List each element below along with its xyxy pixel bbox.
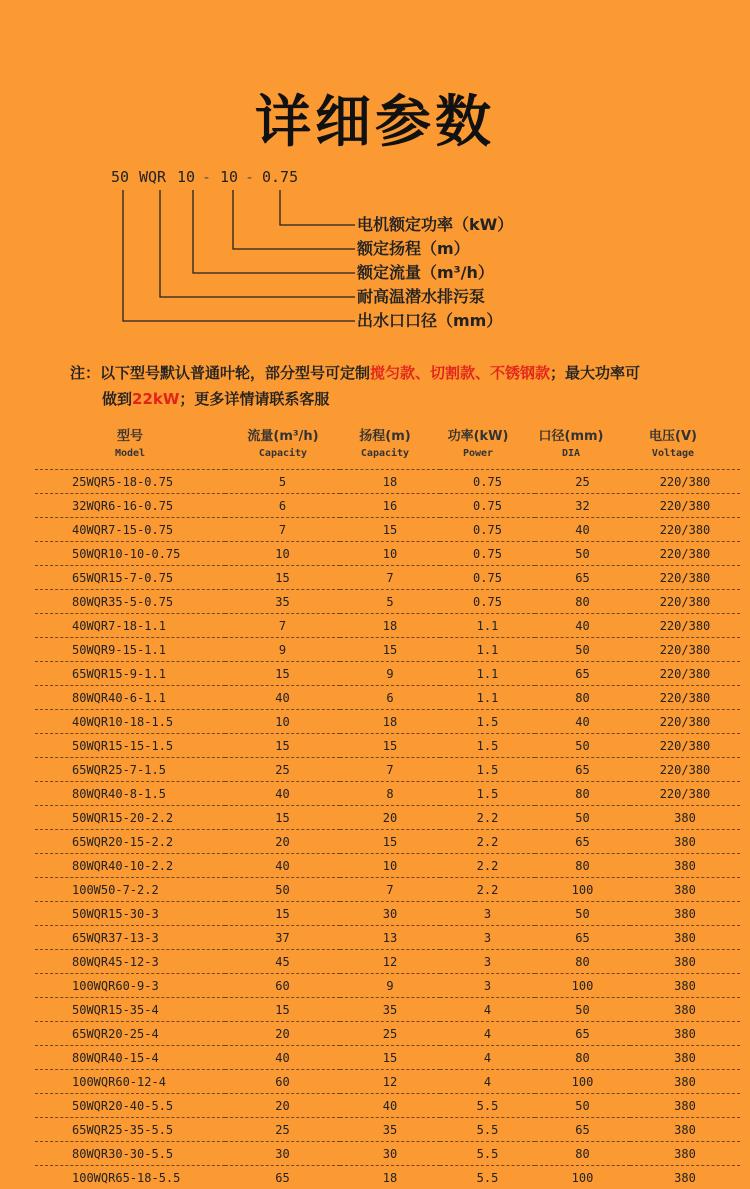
cell-flow: 20	[225, 830, 340, 854]
table-row	[35, 638, 740, 662]
cell-head: 35	[340, 1118, 440, 1142]
cell-voltage: 220/380	[630, 590, 740, 614]
cell-flow: 50	[225, 878, 340, 902]
table-row	[35, 566, 740, 590]
cell-power: 2.2	[440, 806, 535, 830]
cell-flow: 7	[225, 614, 340, 638]
legend-pump-type: 耐高温潜水排污泵	[357, 286, 485, 308]
cell-head: 9	[340, 974, 440, 998]
cell-model: 80WQR40-6-1.1	[35, 686, 225, 710]
note-power: 22kW	[132, 390, 179, 408]
table-row	[35, 926, 740, 950]
cell-voltage: 220/380	[630, 662, 740, 686]
cell-diameter: 65	[535, 830, 630, 854]
cell-flow: 15	[225, 998, 340, 1022]
cell-head: 10	[340, 542, 440, 566]
cell-head: 16	[340, 494, 440, 518]
cell-power: 1.1	[440, 686, 535, 710]
cell-power: 1.1	[440, 614, 535, 638]
cell-head: 18	[340, 470, 440, 494]
cell-flow: 20	[225, 1094, 340, 1118]
cell-power: 5.5	[440, 1142, 535, 1166]
cell-voltage: 380	[630, 1166, 740, 1189]
cell-flow: 5	[225, 470, 340, 494]
cell-power: 3	[440, 950, 535, 974]
cell-model: 65WQR25-7-1.5	[35, 758, 225, 782]
cell-power: 0.75	[440, 542, 535, 566]
cell-head: 9	[340, 662, 440, 686]
cell-voltage: 380	[630, 902, 740, 926]
cell-model: 50WQR9-15-1.1	[35, 638, 225, 662]
cell-flow: 35	[225, 590, 340, 614]
cell-voltage: 220/380	[630, 638, 740, 662]
cell-power: 1.1	[440, 662, 535, 686]
cell-diameter: 100	[535, 1070, 630, 1094]
cell-power: 3	[440, 974, 535, 998]
cell-model: 40WQR7-18-1.1	[35, 614, 225, 638]
cell-flow: 10	[225, 710, 340, 734]
cell-voltage: 380	[630, 878, 740, 902]
code-part-diameter: 50	[111, 168, 129, 190]
table-row	[35, 782, 740, 806]
table-row	[35, 590, 740, 614]
table-row	[35, 758, 740, 782]
cell-power: 4	[440, 1022, 535, 1046]
cell-voltage: 380	[630, 1142, 740, 1166]
cell-model: 80WQR35-5-0.75	[35, 590, 225, 614]
cell-diameter: 80	[535, 782, 630, 806]
cell-diameter: 65	[535, 758, 630, 782]
cell-model: 50WQR15-15-1.5	[35, 734, 225, 758]
cell-power: 0.75	[440, 566, 535, 590]
cell-head: 15	[340, 734, 440, 758]
cell-power: 2.2	[440, 878, 535, 902]
cell-power: 1.5	[440, 710, 535, 734]
cell-flow: 30	[225, 1142, 340, 1166]
cell-flow: 15	[225, 662, 340, 686]
table-header	[0, 428, 750, 468]
cell-model: 50WQR15-20-2.2	[35, 806, 225, 830]
cell-head: 7	[340, 878, 440, 902]
col-header-head: 扬程(m) Capacity	[340, 428, 430, 462]
col-header-voltage: 电压(V) Voltage	[628, 428, 718, 462]
col-header-power: 功率(kW) Power	[433, 428, 523, 462]
table-row	[35, 1022, 740, 1046]
table-row	[35, 662, 740, 686]
legend-motor-power: 电机额定功率（kW）	[357, 214, 513, 236]
cell-head: 15	[340, 830, 440, 854]
cell-model: 100W50-7-2.2	[35, 878, 225, 902]
table-row	[35, 1166, 740, 1189]
cell-model: 65WQR37-13-3	[35, 926, 225, 950]
cell-diameter: 65	[535, 566, 630, 590]
cell-diameter: 65	[535, 1118, 630, 1142]
cell-head: 6	[340, 686, 440, 710]
note-mid: ；最大功率可	[550, 364, 640, 382]
code-part-type: WQR	[139, 168, 166, 190]
cell-power: 0.75	[440, 470, 535, 494]
table-row	[35, 1070, 740, 1094]
legend-rated-head: 额定扬程（m）	[357, 238, 470, 260]
cell-diameter: 40	[535, 614, 630, 638]
cell-model: 80WQR40-10-2.2	[35, 854, 225, 878]
note-line2-prefix: 做到	[102, 390, 132, 408]
table-row	[35, 902, 740, 926]
cell-model: 100WQR65-18-5.5	[35, 1166, 225, 1189]
cell-model: 40WQR7-15-0.75	[35, 518, 225, 542]
cell-power: 5.5	[440, 1118, 535, 1142]
cell-voltage: 220/380	[630, 542, 740, 566]
cell-power: 4	[440, 1070, 535, 1094]
code-separator: -	[202, 168, 211, 190]
cell-power: 4	[440, 1046, 535, 1070]
cell-diameter: 32	[535, 494, 630, 518]
cell-power: 0.75	[440, 518, 535, 542]
cell-flow: 60	[225, 1070, 340, 1094]
table-row	[35, 1046, 740, 1070]
table-row	[35, 974, 740, 998]
cell-diameter: 50	[535, 998, 630, 1022]
note-suffix: ；更多详情请联系客服	[179, 390, 329, 408]
cell-voltage: 220/380	[630, 734, 740, 758]
table-row	[35, 950, 740, 974]
cell-model: 65WQR15-7-0.75	[35, 566, 225, 590]
cell-model: 50WQR10-10-0.75	[35, 542, 225, 566]
cell-model: 40WQR10-18-1.5	[35, 710, 225, 734]
cell-diameter: 40	[535, 710, 630, 734]
cell-diameter: 100	[535, 1166, 630, 1189]
cell-voltage: 380	[630, 854, 740, 878]
cell-voltage: 380	[630, 974, 740, 998]
cell-diameter: 25	[535, 470, 630, 494]
code-part-head: 10	[220, 168, 238, 190]
cell-power: 2.2	[440, 830, 535, 854]
cell-voltage: 380	[630, 1070, 740, 1094]
cell-voltage: 220/380	[630, 758, 740, 782]
table-row	[35, 1118, 740, 1142]
cell-model: 50WQR15-30-3	[35, 902, 225, 926]
table-row	[35, 1142, 740, 1166]
cell-head: 20	[340, 806, 440, 830]
table-row	[35, 542, 740, 566]
cell-power: 1.5	[440, 734, 535, 758]
cell-model: 65WQR20-15-2.2	[35, 830, 225, 854]
legend-rated-flow: 额定流量（m³/h）	[357, 262, 494, 284]
cell-voltage: 380	[630, 1046, 740, 1070]
cell-flow: 20	[225, 1022, 340, 1046]
cell-voltage: 220/380	[630, 710, 740, 734]
cell-flow: 9	[225, 638, 340, 662]
cell-diameter: 80	[535, 1142, 630, 1166]
cell-flow: 25	[225, 758, 340, 782]
cell-head: 12	[340, 950, 440, 974]
cell-diameter: 80	[535, 854, 630, 878]
cell-voltage: 380	[630, 998, 740, 1022]
cell-voltage: 380	[630, 926, 740, 950]
cell-diameter: 80	[535, 950, 630, 974]
table-row	[35, 686, 740, 710]
cell-flow: 40	[225, 854, 340, 878]
cell-model: 25WQR5-18-0.75	[35, 470, 225, 494]
code-separator: -	[245, 168, 254, 190]
page-title: 详细参数	[0, 78, 750, 158]
cell-voltage: 220/380	[630, 782, 740, 806]
table-row	[35, 518, 740, 542]
cell-head: 15	[340, 518, 440, 542]
cell-power: 2.2	[440, 854, 535, 878]
cell-voltage: 380	[630, 950, 740, 974]
cell-model: 65WQR25-35-5.5	[35, 1118, 225, 1142]
cell-voltage: 220/380	[630, 494, 740, 518]
cell-head: 13	[340, 926, 440, 950]
cell-model: 80WQR30-30-5.5	[35, 1142, 225, 1166]
cell-model: 50WQR20-40-5.5	[35, 1094, 225, 1118]
cell-flow: 15	[225, 566, 340, 590]
table-row	[35, 998, 740, 1022]
cell-flow: 40	[225, 686, 340, 710]
cell-head: 35	[340, 998, 440, 1022]
cell-diameter: 65	[535, 1022, 630, 1046]
cell-head: 40	[340, 1094, 440, 1118]
col-header-flow: 流量(m³/h) Capacity	[228, 428, 338, 462]
cell-voltage: 380	[630, 830, 740, 854]
cell-flow: 25	[225, 1118, 340, 1142]
cell-diameter: 65	[535, 926, 630, 950]
cell-flow: 15	[225, 806, 340, 830]
cell-power: 3	[440, 926, 535, 950]
cell-diameter: 50	[535, 1094, 630, 1118]
cell-power: 3	[440, 902, 535, 926]
cell-model: 80WQR40-15-4	[35, 1046, 225, 1070]
cell-voltage: 220/380	[630, 470, 740, 494]
cell-model: 32WQR6-16-0.75	[35, 494, 225, 518]
col-header-model: 型号 Model	[80, 428, 180, 462]
cell-diameter: 100	[535, 974, 630, 998]
cell-head: 18	[340, 1166, 440, 1189]
cell-model: 100WQR60-9-3	[35, 974, 225, 998]
cell-head: 12	[340, 1070, 440, 1094]
cell-head: 25	[340, 1022, 440, 1046]
cell-flow: 15	[225, 902, 340, 926]
cell-head: 8	[340, 782, 440, 806]
cell-diameter: 80	[535, 686, 630, 710]
cell-voltage: 380	[630, 1094, 740, 1118]
table-row	[35, 470, 740, 494]
cell-flow: 65	[225, 1166, 340, 1189]
cell-head: 7	[340, 566, 440, 590]
cell-flow: 6	[225, 494, 340, 518]
table-row	[35, 830, 740, 854]
cell-power: 1.5	[440, 758, 535, 782]
cell-flow: 45	[225, 950, 340, 974]
cell-head: 15	[340, 1046, 440, 1070]
cell-voltage: 380	[630, 1022, 740, 1046]
cell-head: 5	[340, 590, 440, 614]
cell-head: 30	[340, 1142, 440, 1166]
table-row	[35, 614, 740, 638]
cell-voltage: 380	[630, 1118, 740, 1142]
cell-diameter: 50	[535, 638, 630, 662]
note-highlight: 搅匀款、切割款、不锈钢款	[370, 364, 550, 382]
cell-power: 5.5	[440, 1094, 535, 1118]
legend-outlet-diameter: 出水口口径（mm）	[357, 310, 502, 332]
table-row	[35, 734, 740, 758]
table-row	[35, 878, 740, 902]
cell-diameter: 80	[535, 590, 630, 614]
cell-head: 15	[340, 638, 440, 662]
cell-flow: 15	[225, 734, 340, 758]
cell-voltage: 380	[630, 806, 740, 830]
cell-head: 18	[340, 710, 440, 734]
col-header-diameter: 口径(mm) DIA	[526, 428, 616, 462]
table-row	[35, 854, 740, 878]
cell-head: 18	[340, 614, 440, 638]
cell-diameter: 100	[535, 878, 630, 902]
cell-diameter: 50	[535, 806, 630, 830]
table-row	[35, 494, 740, 518]
cell-head: 30	[340, 902, 440, 926]
cell-flow: 40	[225, 1046, 340, 1070]
cell-head: 7	[340, 758, 440, 782]
table-row	[35, 806, 740, 830]
cell-flow: 7	[225, 518, 340, 542]
cell-voltage: 220/380	[630, 566, 740, 590]
cell-model: 80WQR40-8-1.5	[35, 782, 225, 806]
cell-voltage: 220/380	[630, 518, 740, 542]
table-row	[35, 1094, 740, 1118]
cell-diameter: 50	[535, 542, 630, 566]
cell-diameter: 80	[535, 1046, 630, 1070]
cell-power: 0.75	[440, 494, 535, 518]
cell-power: 1.5	[440, 782, 535, 806]
note-prefix: 注：以下型号默认普通叶轮，部分型号可定制	[70, 364, 370, 382]
cell-head: 10	[340, 854, 440, 878]
cell-flow: 10	[225, 542, 340, 566]
code-part-power: 0.75	[262, 168, 298, 190]
cell-power: 1.1	[440, 638, 535, 662]
table-row	[35, 710, 740, 734]
cell-power: 5.5	[440, 1166, 535, 1189]
cell-voltage: 220/380	[630, 614, 740, 638]
cell-diameter: 65	[535, 662, 630, 686]
cell-power: 4	[440, 998, 535, 1022]
cell-diameter: 50	[535, 902, 630, 926]
cell-model: 65WQR15-9-1.1	[35, 662, 225, 686]
cell-voltage: 220/380	[630, 686, 740, 710]
cell-flow: 37	[225, 926, 340, 950]
cell-model: 80WQR45-12-3	[35, 950, 225, 974]
cell-model: 50WQR15-35-4	[35, 998, 225, 1022]
cell-diameter: 50	[535, 734, 630, 758]
cell-flow: 60	[225, 974, 340, 998]
cell-model: 100WQR60-12-4	[35, 1070, 225, 1094]
cell-power: 0.75	[440, 590, 535, 614]
customization-note	[70, 360, 710, 412]
spec-table	[35, 469, 740, 1189]
cell-diameter: 40	[535, 518, 630, 542]
code-part-flow: 10	[177, 168, 195, 190]
cell-flow: 40	[225, 782, 340, 806]
cell-model: 65WQR20-25-4	[35, 1022, 225, 1046]
